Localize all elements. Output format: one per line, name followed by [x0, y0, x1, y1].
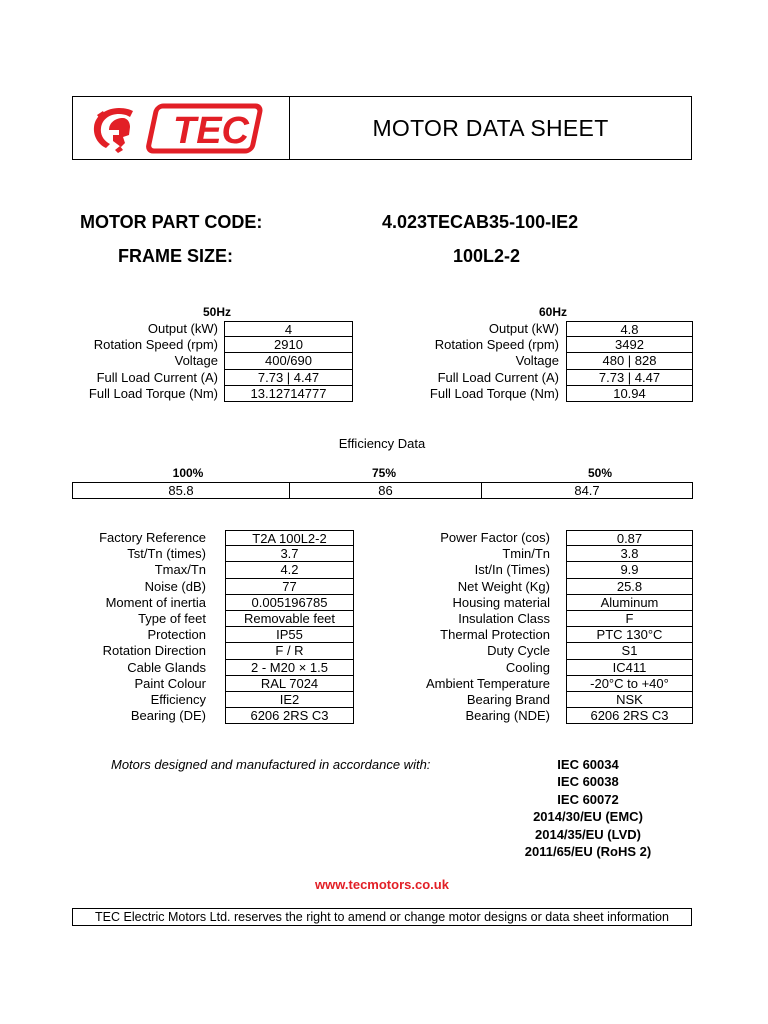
spec-label: Paint Colour	[134, 675, 206, 691]
spec-label: Ist/In (Times)	[474, 562, 550, 578]
hz60-values	[566, 321, 693, 402]
spec-label: Tmax/Tn	[154, 562, 206, 578]
hz50-title: 50Hz	[203, 305, 232, 319]
hz50-value: 2910	[224, 337, 353, 353]
hz60-label: Full Load Current (A)	[437, 369, 559, 385]
standard-item: 2011/65/EU (RoHS 2)	[524, 843, 652, 859]
spec-label: Power Factor (cos)	[440, 530, 550, 545]
spec-value: Aluminum	[566, 595, 693, 611]
spec-value: 6206 2RS C3	[225, 708, 354, 724]
part-code-value: 4.023TECAB35-100-IE2	[382, 212, 579, 232]
spec-value: IP55	[225, 627, 354, 643]
spec-label: Insulation Class	[458, 610, 550, 626]
spec-value: S1	[566, 643, 693, 659]
part-code-label: MOTOR PART CODE:	[80, 212, 263, 232]
spec-value: 2 - M20 × 1.5	[225, 660, 354, 676]
spec-value: F / R	[225, 643, 354, 659]
logo-cell	[73, 97, 290, 159]
efficiency-header-75: 75%	[371, 466, 397, 480]
spec-value: NSK	[566, 692, 693, 708]
hz50-values	[224, 321, 353, 402]
page-title: MOTOR DATA SHEET	[372, 114, 609, 141]
hz60-label: Rotation Speed (rpm)	[434, 337, 559, 353]
spec-label: Factory Reference	[99, 530, 206, 545]
spec-label: Rotation Direction	[102, 643, 206, 659]
specs-left-labels	[60, 530, 206, 724]
spec-label: Moment of inertia	[105, 594, 206, 610]
spec-value: F	[566, 611, 693, 627]
specs-right-values	[566, 530, 693, 724]
hz50-label: Voltage	[174, 353, 218, 369]
spec-value: 9.9	[566, 562, 693, 578]
spec-label: Protection	[147, 627, 206, 643]
spec-value: IC411	[566, 660, 693, 676]
spec-label: Efficiency	[150, 691, 206, 707]
standards-list	[480, 757, 696, 861]
hz60-value: 480 | 828	[566, 353, 693, 369]
spec-value: IE2	[225, 692, 354, 708]
frame-size-value: 100L2-2	[453, 246, 521, 266]
spec-value: RAL 7024	[225, 676, 354, 692]
efficiency-value-75: 86	[289, 483, 481, 498]
efficiency-value-100: 85.8	[168, 483, 194, 498]
hz50-value: 7.73 | 4.47	[224, 370, 353, 386]
specs-right-labels	[400, 530, 550, 724]
hz60-value: 3492	[566, 337, 693, 353]
header-box	[72, 96, 692, 160]
hz60-label: Output (kW)	[488, 321, 559, 336]
spec-value: Removable feet	[225, 611, 354, 627]
efficiency-header-50: 50%	[587, 466, 613, 480]
spec-value: 3.7	[225, 546, 354, 562]
efficiency-values-row	[72, 482, 693, 499]
hz50-label: Full Load Current (A)	[96, 369, 218, 385]
spartan-helmet-icon	[94, 108, 133, 153]
spec-label: Cooling	[505, 659, 550, 675]
spec-label: Housing material	[452, 594, 550, 610]
hz60-label: Voltage	[515, 353, 559, 369]
efficiency-header-100: 100%	[172, 466, 204, 480]
spec-label: Noise (dB)	[144, 578, 206, 594]
spec-value: 0.87	[566, 530, 693, 546]
footer-disclaimer: TEC Electric Motors Ltd. reserves the right to amend or change motor designs or data sheet information	[72, 908, 692, 926]
standard-item: IEC 60034	[557, 757, 619, 772]
logo-text: TEC	[173, 110, 249, 152]
spec-label: Net Weight (Kg)	[457, 578, 550, 594]
spec-label: Ambient Temperature	[425, 675, 550, 691]
standard-item: 2014/30/EU (EMC)	[533, 809, 643, 825]
spec-value: 6206 2RS C3	[566, 708, 693, 724]
spec-value: -20°C to +40°	[566, 676, 693, 692]
efficiency-value-50: 84.7	[481, 483, 692, 498]
hz60-label: Full Load Torque (Nm)	[429, 385, 559, 401]
hz60-value: 4.8	[566, 321, 693, 337]
compliance-statement: Motors designed and manufactured in accordance with:	[111, 757, 431, 772]
spec-label: Bearing Brand	[466, 691, 550, 707]
hz50-label: Full Load Torque (Nm)	[88, 385, 218, 401]
spec-label: Tmin/Tn	[502, 546, 550, 562]
tec-logo	[73, 97, 290, 159]
hz60-value: 7.73 | 4.47	[566, 370, 693, 386]
standard-item: IEC 60038	[557, 774, 619, 790]
spec-value: 4.2	[225, 562, 354, 578]
spec-label: Thermal Protection	[440, 627, 550, 643]
spec-label: Cable Glands	[127, 659, 206, 675]
spec-label: Type of feet	[138, 610, 206, 626]
hz50-label: Output (kW)	[147, 321, 218, 336]
hz50-labels	[60, 321, 218, 402]
efficiency-title: Efficiency Data	[338, 436, 426, 451]
spec-label: Bearing (NDE)	[465, 708, 550, 724]
website-link[interactable]: www.tecmotors.co.uk	[315, 877, 449, 892]
hz50-value: 13.12714777	[224, 386, 353, 402]
standard-item: IEC 60072	[557, 791, 619, 807]
spec-value: T2A 100L2-2	[225, 530, 354, 546]
spec-value: 25.8	[566, 579, 693, 595]
spec-value: 77	[225, 579, 354, 595]
spec-label: Bearing (DE)	[130, 708, 206, 724]
hz60-labels	[400, 321, 559, 402]
spec-value: 0.005196785	[225, 595, 354, 611]
hz60-value: 10.94	[566, 386, 693, 402]
spec-value: 3.8	[566, 546, 693, 562]
hz50-value: 400/690	[224, 353, 353, 369]
spec-label: Duty Cycle	[487, 643, 550, 659]
spec-label: Tst/Tn (times)	[127, 546, 206, 562]
specs-left-values	[225, 530, 354, 724]
spec-value: PTC 130°C	[566, 627, 693, 643]
frame-size-label: FRAME SIZE:	[118, 246, 233, 266]
hz50-value: 4	[224, 321, 353, 337]
hz50-label: Rotation Speed (rpm)	[93, 337, 218, 353]
hz60-title: 60Hz	[539, 305, 568, 319]
standard-item: 2014/35/EU (LVD)	[535, 826, 641, 842]
